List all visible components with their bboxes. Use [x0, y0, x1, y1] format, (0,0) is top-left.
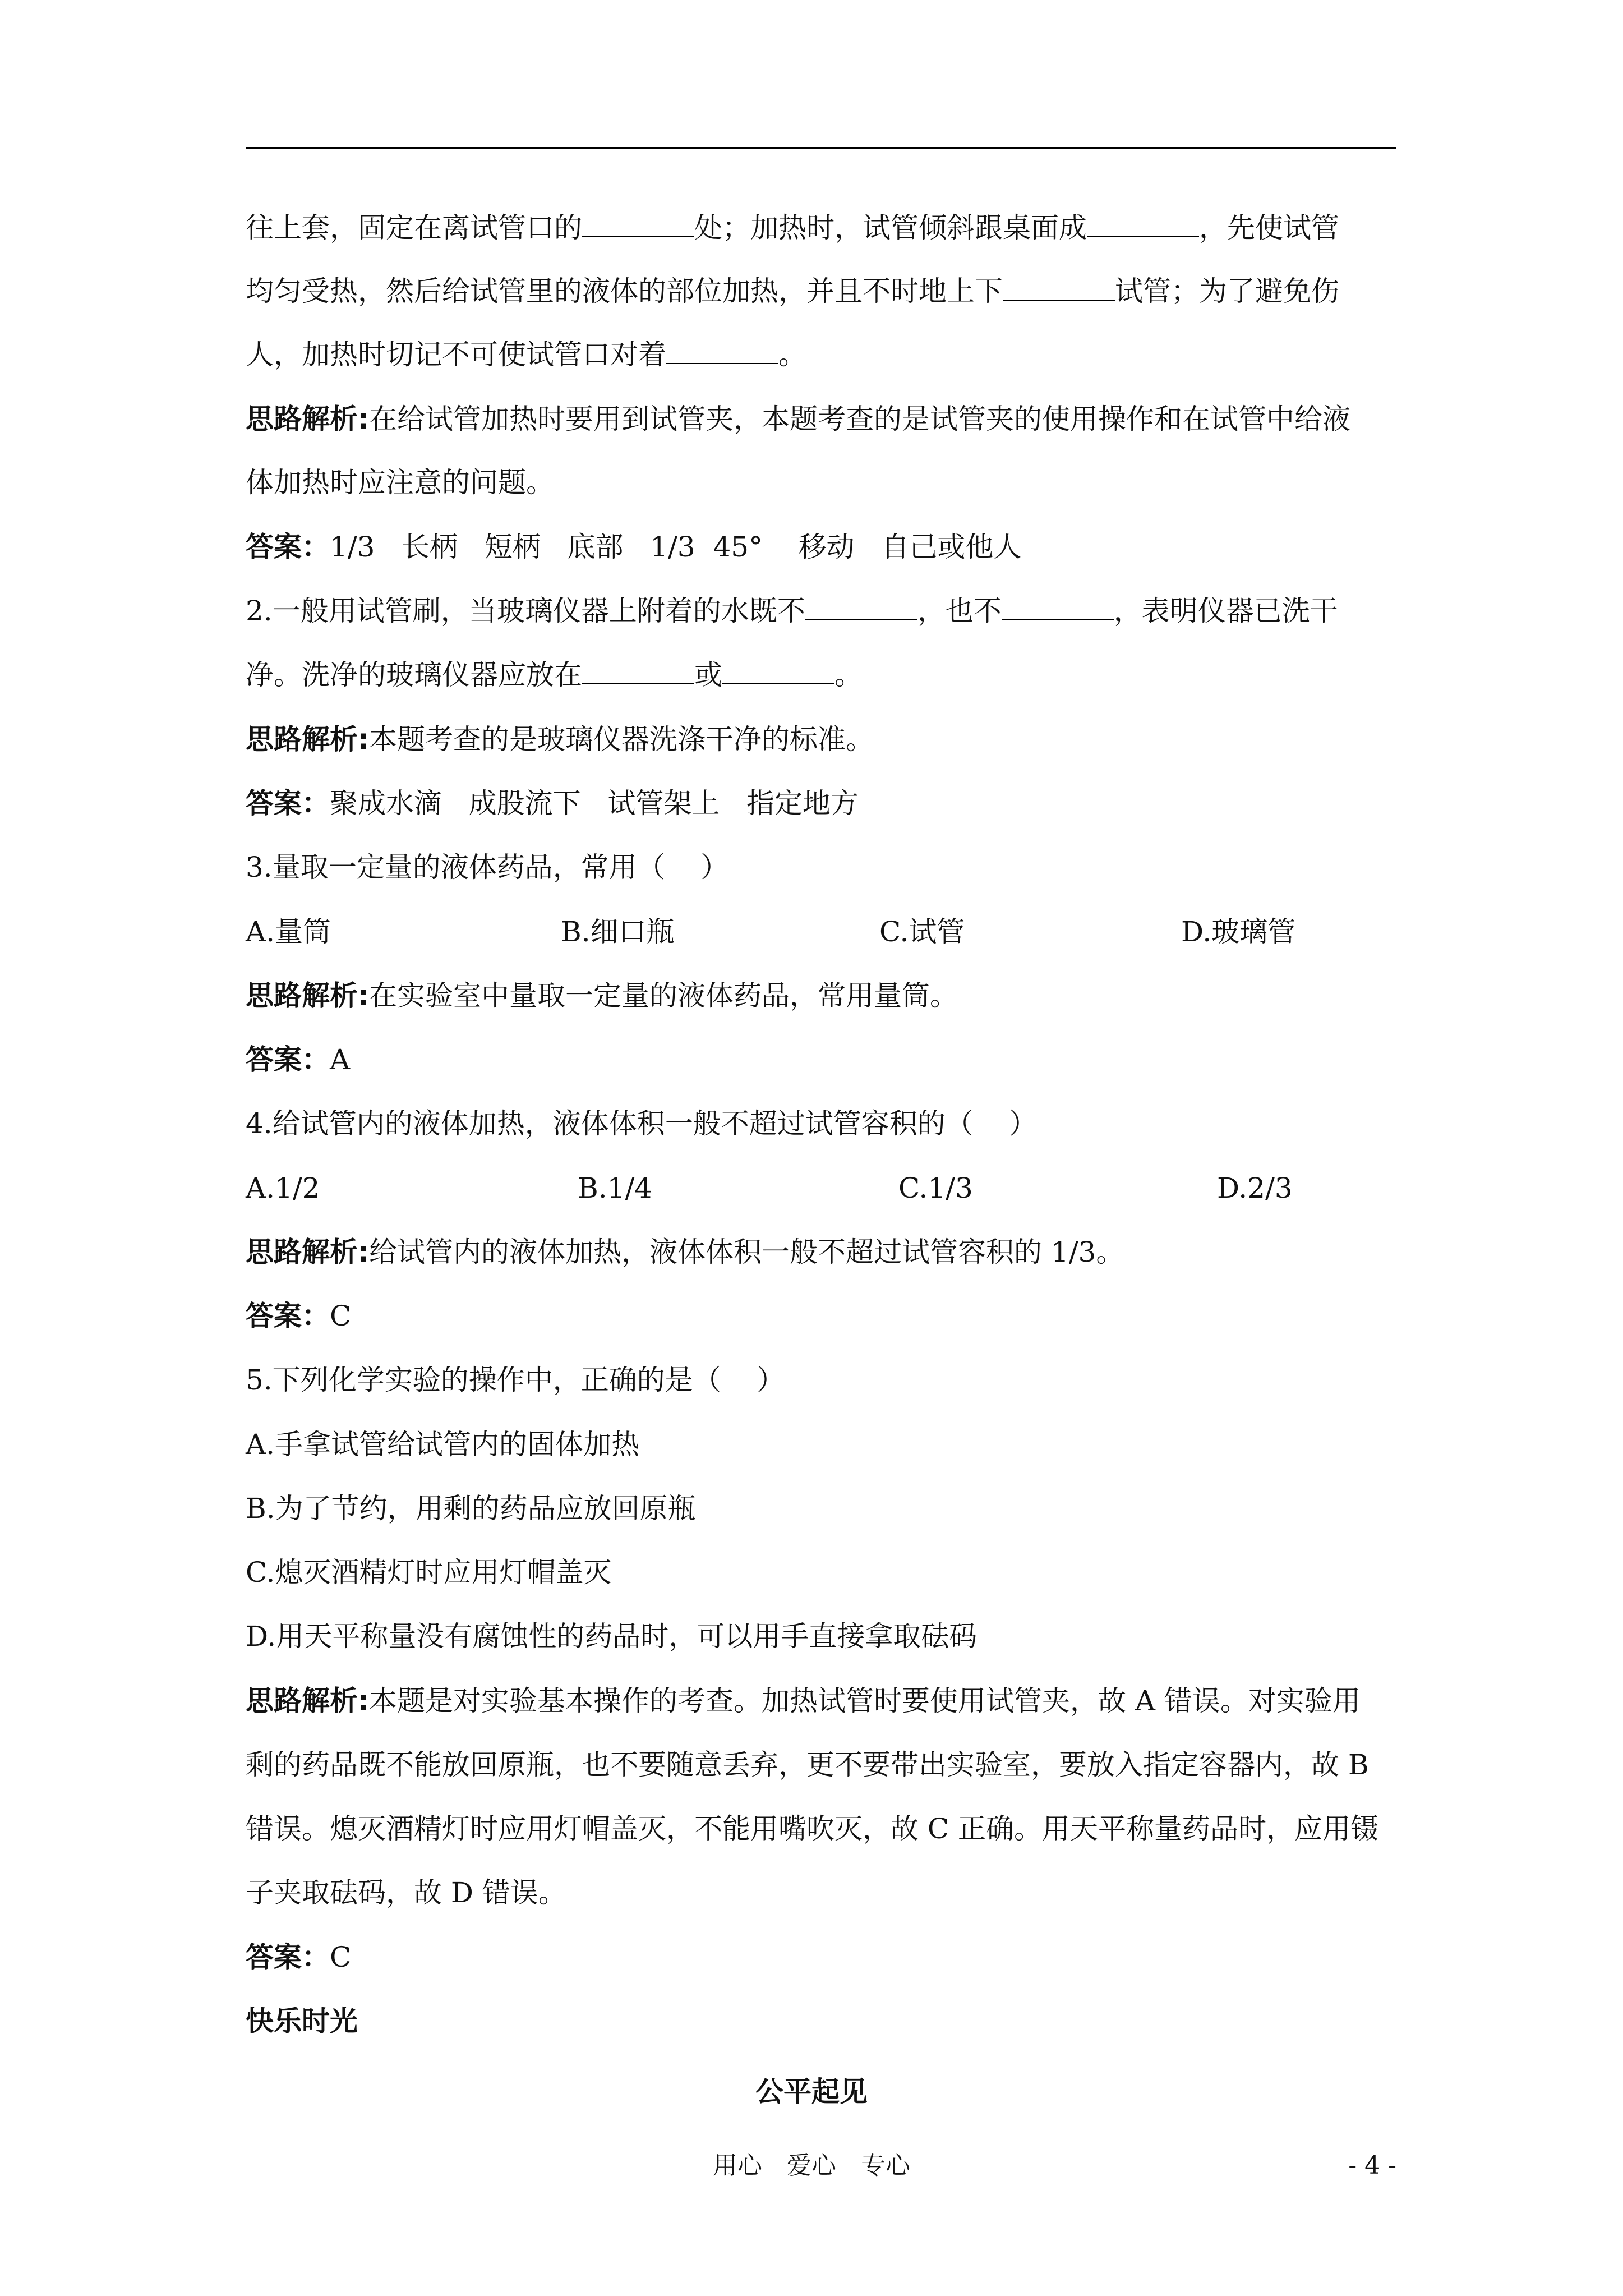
q2-line-2	[246, 657, 1401, 693]
q4-option-b: B.1/4	[578, 1172, 653, 1204]
fill-blank	[1002, 595, 1114, 620]
q1-text: ，先使试管	[1199, 211, 1339, 244]
q3-answer	[246, 1042, 1401, 1078]
analysis-label: 思路解析:	[246, 723, 369, 756]
q3-option-d: D.玻璃管	[1181, 915, 1296, 948]
q5-analysis-line-2: 剩的药品既不能放回原瓶，也不要随意丢弃，更不要带出实验室，要放入指定容器内，故 B	[246, 1749, 1369, 1781]
q2-text: ，表明仪器已洗干	[1113, 595, 1338, 627]
q5-stem: 5.下列化学实验的操作中，正确的是（ ）	[246, 1364, 785, 1396]
q2-text: 2.一般用试管刷，当玻璃仪器上附着的水既不	[246, 595, 805, 627]
q5-analysis-line-1	[246, 1683, 1401, 1719]
analysis-text: 体加热时应注意的问题。	[246, 466, 554, 499]
q3-option-a: A.量筒	[246, 915, 331, 948]
header-rule	[246, 147, 1396, 149]
analysis-text: 在实验室中量取一定量的液体药品，常用量筒。	[369, 979, 958, 1012]
answer-text: 聚成水滴 成股流下 试管架上 指定地方	[330, 787, 859, 820]
answer-text: 1/3 长柄 短柄 底部 1/3 45° 移动 自己或他人	[330, 531, 1022, 563]
answer-text: A	[330, 1043, 351, 1076]
q1-line-2	[246, 273, 1401, 309]
fill-blank	[582, 659, 694, 684]
q4-option-a: A.1/2	[246, 1172, 320, 1204]
answer-label: 答案：	[246, 787, 330, 820]
q2-answer	[246, 785, 1401, 821]
story-title: 公平起见	[755, 2076, 868, 2108]
analysis-text: 本题是对实验基本操作的考查。加热试管时要使用试管夹，故 A 错误。对实验用	[369, 1685, 1361, 1717]
answer-label: 答案：	[246, 1300, 330, 1332]
q1-text: 处；加热时，试管倾斜跟桌面成	[694, 211, 1087, 244]
q2-text: 。	[834, 659, 863, 691]
q1-line-1	[246, 210, 1401, 246]
q1-text: 往上套，固定在离试管口的	[246, 211, 582, 244]
q2-analysis	[246, 721, 1401, 757]
q5-analysis-line-3: 错误。熄灭酒精灯时应用灯帽盖灭，不能用嘴吹灭，故 C 正确。用天平称量药品时，应用镊	[246, 1812, 1379, 1845]
q3-option-c: C.试管	[879, 915, 965, 948]
footer-motto: 用心 爱心 专心	[713, 2151, 910, 2180]
q1-text: 。	[778, 338, 806, 371]
q5-option-c: C.熄灭酒精灯时应用灯帽盖灭	[246, 1556, 612, 1589]
q2-text: 或	[694, 659, 722, 691]
q1-text: 试管；为了避免伤	[1115, 275, 1339, 307]
q2-text: ，也不	[917, 595, 1002, 627]
fill-blank	[1087, 211, 1199, 237]
answer-label: 答案：	[246, 1941, 330, 1973]
q5-answer	[246, 1939, 1401, 1975]
fill-blank	[805, 595, 917, 620]
q3-stem: 3.量取一定量的液体药品，常用（ ）	[246, 851, 729, 884]
q4-analysis	[246, 1234, 1401, 1270]
fill-blank	[582, 211, 694, 237]
q1-analysis-line-2	[246, 464, 1401, 500]
answer-text: C	[330, 1300, 352, 1332]
q4-stem: 4.给试管内的液体加热，液体体积一般不超过试管容积的（ ）	[246, 1107, 1038, 1140]
fill-blank	[666, 338, 778, 364]
q5-option-b: B.为了节约，用剩的药品应放回原瓶	[246, 1492, 696, 1525]
q1-text: 人，加热时切记不可使试管口对着	[246, 338, 666, 371]
q1-text: 均匀受热，然后给试管里的液体的部位加热，并且不时地上下	[246, 275, 1003, 307]
answer-label: 答案：	[246, 531, 330, 563]
q4-option-d: D.2/3	[1217, 1172, 1293, 1204]
q4-option-c: C.1/3	[898, 1172, 973, 1204]
analysis-text: 在给试管加热时要用到试管夹，本题考查的是试管夹的使用操作和在试管中给液	[369, 403, 1350, 435]
fill-blank	[1003, 275, 1115, 301]
q1-line-3	[246, 337, 1401, 372]
q5-option-a: A.手拿试管给试管内的固体加热	[246, 1428, 640, 1461]
analysis-text: 本题考查的是玻璃仪器洗涤干净的标准。	[369, 723, 874, 756]
analysis-label: 思路解析:	[246, 1685, 369, 1717]
answer-text: C	[330, 1941, 352, 1973]
q5-analysis-line-4: 子夹取砝码，故 D 错误。	[246, 1876, 566, 1909]
analysis-label: 思路解析:	[246, 403, 369, 435]
answer-label: 答案：	[246, 1043, 330, 1076]
q5-option-d: D.用天平称量没有腐蚀性的药品时，可以用手直接拿取砝码	[246, 1620, 978, 1653]
page-number: - 4 -	[1348, 2151, 1396, 2180]
q1-analysis-line-1	[246, 401, 1401, 437]
fill-blank	[722, 659, 834, 684]
analysis-label: 思路解析:	[246, 1236, 369, 1268]
q3-analysis	[246, 978, 1401, 1014]
q3-option-b: B.细口瓶	[561, 915, 675, 948]
q2-text: 净。洗净的玻璃仪器应放在	[246, 659, 582, 691]
analysis-text: 给试管内的液体加热，液体体积一般不超过试管容积的 1/3。	[369, 1236, 1124, 1268]
analysis-label: 思路解析:	[246, 979, 369, 1012]
q1-answer	[246, 529, 1401, 565]
q4-answer	[246, 1298, 1401, 1334]
q2-line-1	[246, 593, 1401, 629]
section-heading-happy-time: 快乐时光	[246, 2005, 358, 2037]
